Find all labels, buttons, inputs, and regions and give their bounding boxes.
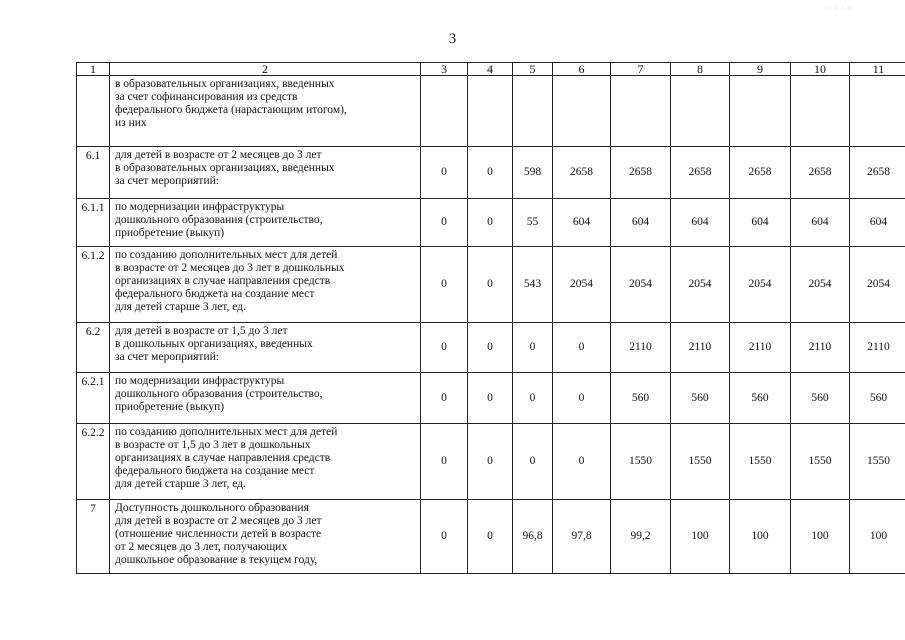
page-number: 3 [448,31,457,47]
value-cell: 2110 [791,323,850,373]
value-cell: 0 [468,373,513,424]
description-line: федерального бюджета (нарастающим итогом), [115,104,347,116]
value-cell: 2658 [553,147,611,199]
table-row [77,424,905,500]
table-row [77,373,905,424]
value-cell: 604 [553,199,611,247]
value-cell: 100 [671,500,730,574]
column-number-cell: 4 [468,63,513,76]
value-cell: 2110 [671,323,730,373]
value-cell: 560 [850,373,905,424]
value-cell: 0 [468,247,513,323]
value-cell: 604 [791,199,850,247]
value-cell: 604 [730,199,791,247]
description-line: для детей старше 3 лет, ед. [115,478,246,490]
value-cell: 0 [553,373,611,424]
value-cell: 99,2 [611,500,671,574]
description-line: от 2 месяцев до 3 лет, получающих [115,541,288,553]
description-line: из них [115,117,147,129]
table-row [77,247,905,323]
value-cell: 0 [421,147,468,199]
description-line: организациях в случае направления средств [115,452,331,464]
indicator-description-cell [110,424,421,500]
value-cell: 604 [671,199,730,247]
column-number-cell: 11 [850,63,905,76]
description-line: дошкольное образование в текущем году, [115,554,318,566]
table-row [77,199,905,247]
description-line: организациях в случае направления средств [115,275,331,287]
description-line: дошкольного образования (строительство, [115,388,323,400]
value-cell: 543 [513,247,553,323]
value-cell [730,76,791,147]
value-cell: 2054 [671,247,730,323]
scan-corner-mark: · · · · [828,4,852,13]
row-number-cell: 6.2.2 [77,424,110,500]
description-line: приобретение (выкуп) [115,227,225,239]
table-body [77,63,905,574]
description-line: за счет мероприятий: [115,351,219,363]
description-line: в дошкольных организациях, введенных [115,338,313,350]
value-cell: 2054 [730,247,791,323]
description-line: по модернизации инфраструктуры [115,201,285,213]
description-line: по модернизации инфраструктуры [115,375,285,387]
value-cell: 560 [730,373,791,424]
value-cell: 0 [421,500,468,574]
value-cell: 0 [468,323,513,373]
column-number-row [77,63,905,76]
description-line: для детей старше 3 лет, ед. [115,301,246,313]
description-line: в возрасте от 2 месяцев до 3 лет в дошкольных [115,262,345,274]
value-cell: 1550 [791,424,850,500]
indicator-description-cell [110,147,421,199]
table-row [77,500,905,574]
value-cell: 100 [850,500,905,574]
value-cell [513,76,553,147]
value-cell: 2110 [850,323,905,373]
value-cell: 0 [513,424,553,500]
description-line: приобретение (выкуп) [115,401,225,413]
column-number-cell: 10 [791,63,850,76]
row-number-cell [77,76,110,147]
description-line: федерального бюджета на создание мест [115,288,315,300]
value-cell: 0 [421,247,468,323]
value-cell: 0 [468,199,513,247]
table-row [77,323,905,373]
indicators-table [76,62,905,574]
description-line: в образовательных организациях, введенных [115,78,335,90]
description-line: федерального бюджета на создание мест [115,465,315,477]
row-number-cell: 6.1.1 [77,199,110,247]
value-cell: 0 [421,323,468,373]
indicator-description-cell [110,247,421,323]
value-cell: 2054 [850,247,905,323]
value-cell: 560 [671,373,730,424]
value-cell: 97,8 [553,500,611,574]
indicator-description-cell [110,373,421,424]
value-cell: 560 [791,373,850,424]
value-cell: 2658 [850,147,905,199]
indicator-description-cell [110,199,421,247]
value-cell: 0 [513,373,553,424]
description-line: в образовательных организациях, введенных [115,162,335,174]
column-number-cell: 8 [671,63,730,76]
description-line: по созданию дополнительных мест для детей [115,249,338,261]
table-row [77,147,905,199]
value-cell: 0 [468,500,513,574]
value-cell: 96,8 [513,500,553,574]
row-number-cell: 6.1 [77,147,110,199]
value-cell [671,76,730,147]
value-cell [850,76,905,147]
value-cell: 0 [513,323,553,373]
value-cell: 2054 [791,247,850,323]
value-cell: 598 [513,147,553,199]
row-number-cell: 6.1.2 [77,247,110,323]
value-cell: 100 [791,500,850,574]
column-number-cell: 7 [611,63,671,76]
description-line: для детей в возрасте от 1,5 до 3 лет [115,325,288,337]
value-cell: 2054 [553,247,611,323]
indicator-description-cell [110,500,421,574]
column-number-cell: 6 [553,63,611,76]
value-cell: 604 [850,199,905,247]
value-cell: 1550 [850,424,905,500]
value-cell: 2054 [611,247,671,323]
row-number-cell: 6.2.1 [77,373,110,424]
description-line: (отношение численности детей в возрасте [115,528,322,540]
value-cell: 0 [421,424,468,500]
description-line: дошкольного образования (строительство, [115,214,323,226]
value-cell: 1550 [671,424,730,500]
value-cell: 2110 [611,323,671,373]
description-line: для детей в возрасте от 2 месяцев до 3 лет [115,149,322,161]
description-line: для детей в возрасте от 2 месяцев до 3 лет [115,515,322,527]
column-number-cell: 1 [77,63,110,76]
value-cell [553,76,611,147]
value-cell: 0 [421,373,468,424]
value-cell: 2658 [791,147,850,199]
value-cell: 0 [468,147,513,199]
value-cell: 1550 [611,424,671,500]
column-number-cell: 9 [730,63,791,76]
indicator-description-cell [110,323,421,373]
row-number-cell: 6.2 [77,323,110,373]
value-cell: 2658 [671,147,730,199]
value-cell [468,76,513,147]
value-cell: 560 [611,373,671,424]
description-line: по созданию дополнительных мест для детей [115,426,338,438]
description-line: в возрасте от 1,5 до 3 лет в дошкольных [115,439,311,451]
column-number-cell: 2 [110,63,421,76]
value-cell: 0 [421,199,468,247]
value-cell: 0 [553,323,611,373]
value-cell [421,76,468,147]
description-line: Доступность дошкольного образования [115,502,309,514]
value-cell: 2658 [611,147,671,199]
row-number-cell: 7 [77,500,110,574]
value-cell [791,76,850,147]
value-cell: 100 [730,500,791,574]
table-row [77,76,905,147]
value-cell: 0 [468,424,513,500]
value-cell: 1550 [730,424,791,500]
column-number-cell: 5 [513,63,553,76]
value-cell: 0 [553,424,611,500]
value-cell: 2110 [730,323,791,373]
value-cell: 2658 [730,147,791,199]
description-line: за счет мероприятий: [115,175,219,187]
value-cell: 55 [513,199,553,247]
value-cell: 604 [611,199,671,247]
description-line: за счет софинансирования из средств [115,91,298,103]
value-cell [611,76,671,147]
indicator-description-cell [110,76,421,147]
column-number-cell: 3 [421,63,468,76]
